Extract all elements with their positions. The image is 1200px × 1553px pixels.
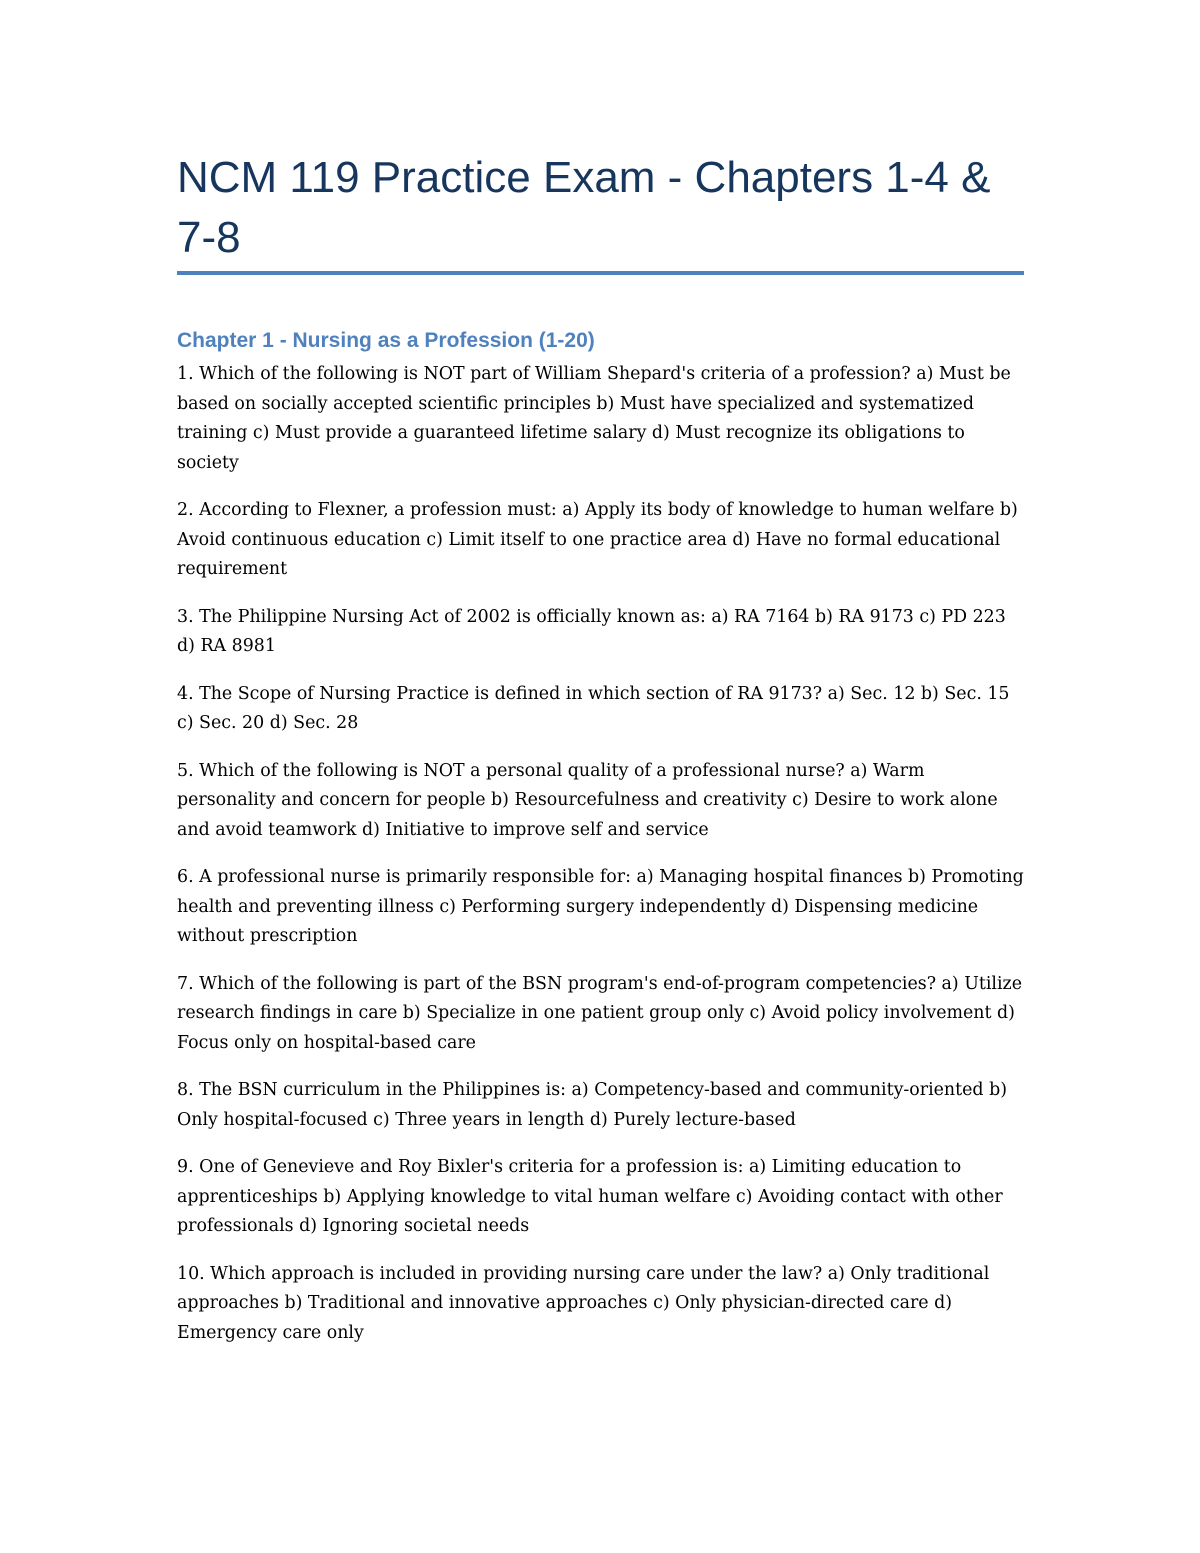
question-item: 2. According to Flexner, a profession must: a) Apply its body of knowledge to human welfare b) Avoid continuous education c) Limit itself to one practice area d) Have no formal educational requirement — [177, 500, 1018, 579]
question-item: 9. One of Genevieve and Roy Bixler's criteria for a profession is: a) Limiting education to apprenticeships b) Applying knowledge to vital human welfare c) Avoiding contact with other professionals d) Ignoring societal needs — [177, 1157, 1003, 1236]
section-heading: Chapter 1 - Nursing as a Profession (1-20) — [177, 329, 595, 352]
question-item: 6. A professional nurse is primarily responsible for: a) Managing hospital finances b) Promoting health and preventing illness c) Performing surgery independently d) Dispensing medicine without prescription — [177, 867, 1024, 946]
question-item: 1. Which of the following is NOT part of William Shepard's criteria of a profession? a) Must be based on socially accepted scientific principles b) Must have specialized and systematized training c) Must provide a guaranteed lifetime salary d) Must recognize its obligations to society — [177, 364, 1011, 473]
question-item: 8. The BSN curriculum in the Philippines is: a) Competency-based and community-oriented b) Only hospital-focused c) Three years in length d) Purely lecture-based — [177, 1080, 1007, 1130]
question-item: 7. Which of the following is part of the BSN program's end-of-program competencies? a) Utilize research findings in care b) Specialize in one patient group only c) Avoid policy involvement d) Focus only on hospital-based care — [177, 973, 1023, 1053]
question-list — [177, 360, 1027, 1366]
question-item: 5. Which of the following is NOT a personal quality of a professional nurse? a) Warm personality and concern for people b) Resourcefulness and creativity c) Desire to work alone and avoid teamwork d) Initiative to improve self and service — [177, 760, 998, 840]
title-underline-divider — [177, 271, 1024, 275]
document-title: NCM 119 Practice Exam - Chapters 1-4 & 7-8 — [177, 153, 991, 262]
question-item: 3. The Philippine Nursing Act of 2002 is officially known as: a) RA 7164 b) RA 9173 c) PD 223 d) RA 8981 — [177, 606, 1006, 656]
question-item: 10. Which approach is included in providing nursing care under the law? a) Only traditional approaches b) Traditional and innovative approaches c) Only physician-directed care d) Emergency care only — [177, 1263, 990, 1343]
question-item: 4. The Scope of Nursing Practice is defined in which section of RA 9173? a) Sec. 12 b) Sec. 15 c) Sec. 20 d) Sec. 28 — [177, 683, 1010, 733]
